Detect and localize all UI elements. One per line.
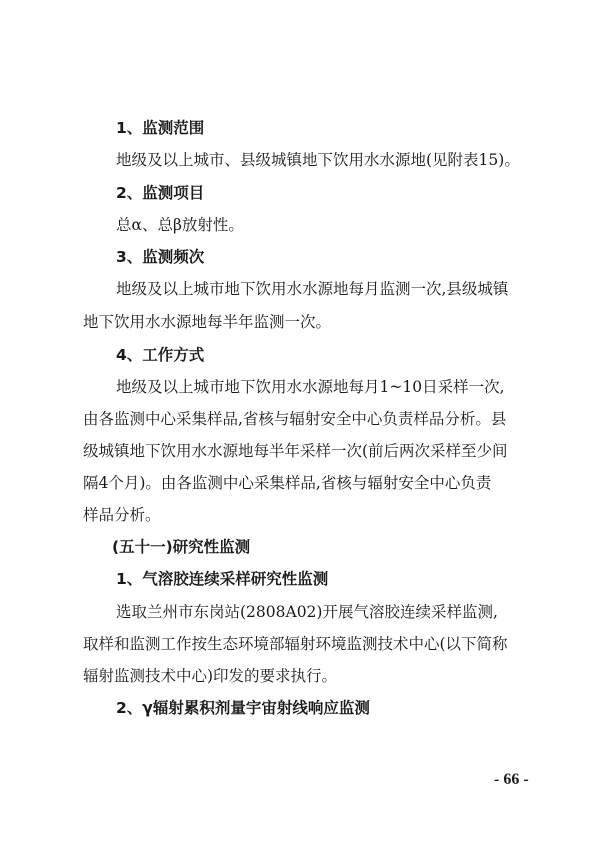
paragraph-line: 地下饮用水水源地每半年监测一次。 <box>83 313 332 331</box>
section-heading-items: 2、监测项目 <box>116 184 205 202</box>
paragraph-line: 级城镇地下饮用水水源地每半年采样一次(前后两次采样至少间 <box>83 442 508 460</box>
paragraph-line: 隔4个月)。由各监测中心采集样品,省核与辐射安全中心负责 <box>83 474 492 492</box>
subsection-heading-aerosol: 1、气溶胶连续采样研究性监测 <box>116 570 329 588</box>
paragraph-line: 地级及以上城市地下饮用水水源地每月监测一次,县级城镇 <box>116 280 509 298</box>
paragraph-line: 总α、总β放射性。 <box>116 216 244 234</box>
paragraph-line: 由各监测中心采集样品,省核与辐射安全中心负责样品分析。县 <box>83 410 507 428</box>
paragraph-line: 辐射监测技术中心)印发的要求执行。 <box>83 667 338 685</box>
paragraph-line: 地级及以上城市、县级城镇地下饮用水水源地(见附表15)。 <box>116 151 520 169</box>
section-heading-research: (五十一)研究性监测 <box>112 538 251 556</box>
section-heading-frequency: 3、监测频次 <box>116 248 205 266</box>
paragraph-line: 取样和监测工作按生态环境部辐射环境监测技术中心(以下简称 <box>83 635 508 653</box>
paragraph-line: 样品分析。 <box>83 506 161 524</box>
paragraph-line: 地级及以上城市地下饮用水水源地每月1~10日采样一次, <box>116 378 505 396</box>
section-heading-scope: 1、监测范围 <box>116 119 205 137</box>
section-heading-method: 4、工作方式 <box>116 346 205 364</box>
paragraph-line: 选取兰州市东岗站(2808A02)开展气溶胶连续采样监测, <box>116 603 498 621</box>
page-number: - 66 - <box>494 771 529 788</box>
subsection-heading-gamma: 2、γ辐射累积剂量宇宙射线响应监测 <box>116 699 370 717</box>
